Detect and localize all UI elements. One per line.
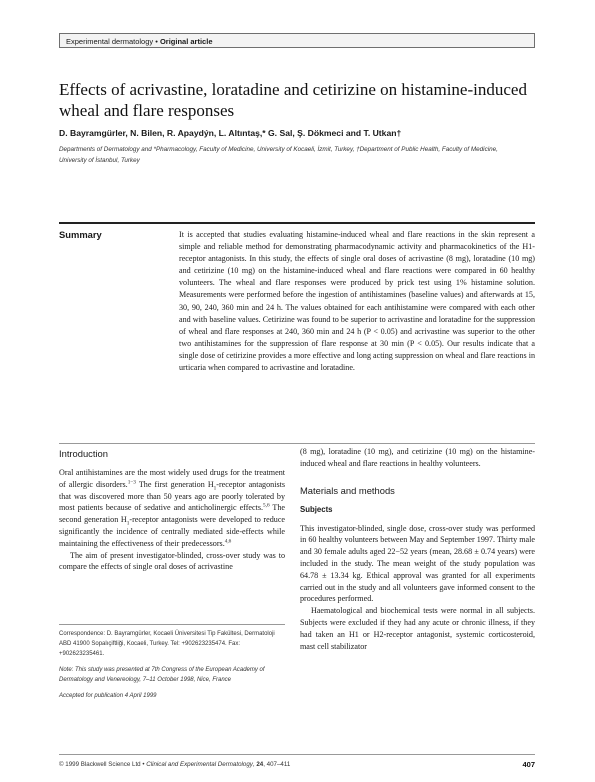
introduction-continuation: (8 mg), loratadine (10 mg), and cetirizine (10 mg) on the histamine-induced wheal and flare reactions in healthy volunteers. [300,447,535,468]
journal-name: Clinical and Experimental Dermatology [146,761,253,768]
affiliations: Departments of Dermatology and *Pharmacology, Faculty of Medicine, University of Kocaeli, İzmit, Turkey, †Department of Public Health, Faculty of Medicine, University of İstanbul, Turkey [59,146,498,164]
article-type: Original article [159,37,213,46]
methods-heading: Materials and methods [300,484,395,496]
footer-rule [59,754,535,755]
notes-rule [59,624,285,625]
author-list: D. Bayramgürler, N. Bilen, R. Apaydýn, L. Altıntaş,* G. Sal, Ş. Dökmeci and T. Utkan† [59,128,402,138]
summary-bottom-rule [59,443,535,444]
correspondence-note: Correspondence: D. Bayramgürler, Kocaeli Üniversitesi Tip Fakültesi, Dermatoloji ABD 41900 Sopalıçiftliği, Kocaeli, Turkey. Tel: +902623235474. Fax: +902623235461. [59,631,275,657]
section-label: Experimental dermatology [66,37,154,46]
summary-top-rule [59,222,535,224]
subjects-subheading: Subjects [300,504,333,514]
page-range: 407–411 [266,761,291,768]
introduction-paragraph-1: Oral antihistamines are the most widely used drugs for the treatment of allergic disorders.$^{1-3}$ The first generation $H_1$-receptor antagonists that was discovered more than 50 years ago are poorly tolerated by most patients because of sedative and anticholinergic effects.$^{5,6}$ The second generation $H_1$-receptor antagonists were developed to reduce significantly the incidence of centrally mediated side-effects while maintaining the effectiveness of their predecessors.$^{4,6}$ [59,468,285,548]
section-bullet: • [155,37,158,46]
introduction-heading: Introduction [59,448,108,459]
presentation-note: Note: This study was presented at 7th Congress of the European Academy of Dermatology and Venereology, 7–11 October 1998, Nice, France [59,667,265,683]
journal-volume: 24 [256,761,264,768]
notes [59,629,285,707]
page-footer: © 1999 Blackwell Science Ltd • Clinical and Experimental Dermatology, 24, 407–411 407 [59,760,535,769]
summary-text: It is accepted that studies evaluating histamine-induced wheal and flare reactions in the skin represent a simple and reliable method for demonstrating pharmacodynamic activity and pharmacokinetics of the H1-receptor antagonists. In this study, the effects of single oral doses of acrivastine (8 mg), loratadine (10 mg) and cetirizine (10 mg) on the histamine-induced wheal and flare reactions were compared in 60 healthy volunteers. The wheal and flare responses were produced by prick test using 1% histamine solution. Measurements were performed before the ingestion of antihistamines (baseline values) and afterwards at 15, 30, 90, 240, 360 min and 24 h. The values obtained for each antihistamine were compared with each other and with baseline values. Cetirizine was found to be superior to acrivastine and loratadine for the suppression of wheal and flare responses at 240, 360 min and 24 h (P < 0.05) and acrivastine was superior to the other two antihistamines for the suppression of flare response at 30 min (P < 0.05). Our results indicate that a single dose of cetirizine provides a more effective and long acting suppression on wheal and flare reactions in urticaria when compared to acrivastine and loratadine. [179,230,535,373]
accepted-note: Accepted for publication 4 April 1999 [59,693,157,699]
right-column [300,446,535,652]
introduction-paragraph-2: The aim of present investigator-blinded, cross-over study was to compare the effects of single oral doses of acrivastine [59,550,285,572]
section-bar [59,33,535,48]
footer-bullet: • [142,761,145,768]
copyright: © 1999 Blackwell Science Ltd [59,761,141,768]
methods-paragraph-1: This investigator-blinded, single dose, cross-over study was performed in 60 healthy volunteers between May and September 1997. Thirty male and 30 female adults aged 22−52 years (mean, 28.68 ± 0.74 years) were included in the study. The mean weight of the study population was 64.78 ± 13.34 kg. Ethical approval was granted for all experiments carried out in the study and all volunteers gave informed consent to the procedures performed. [300,523,535,604]
summary-heading: Summary [59,229,102,240]
page-number: 407 [522,760,535,769]
article-title: Effects of acrivastine, loratadine and cetirizine on histamine-induced wheal and flare responses [59,80,527,120]
methods-paragraph-2: Haematological and biochemical tests were normal in all subjects. Subjects were excluded if they had any acute or chronic illness, if they had taken an H1 or H2-receptor antagonist, systemic corticosteroid, mast cell stabilizator [300,606,535,651]
left-column [59,448,285,573]
